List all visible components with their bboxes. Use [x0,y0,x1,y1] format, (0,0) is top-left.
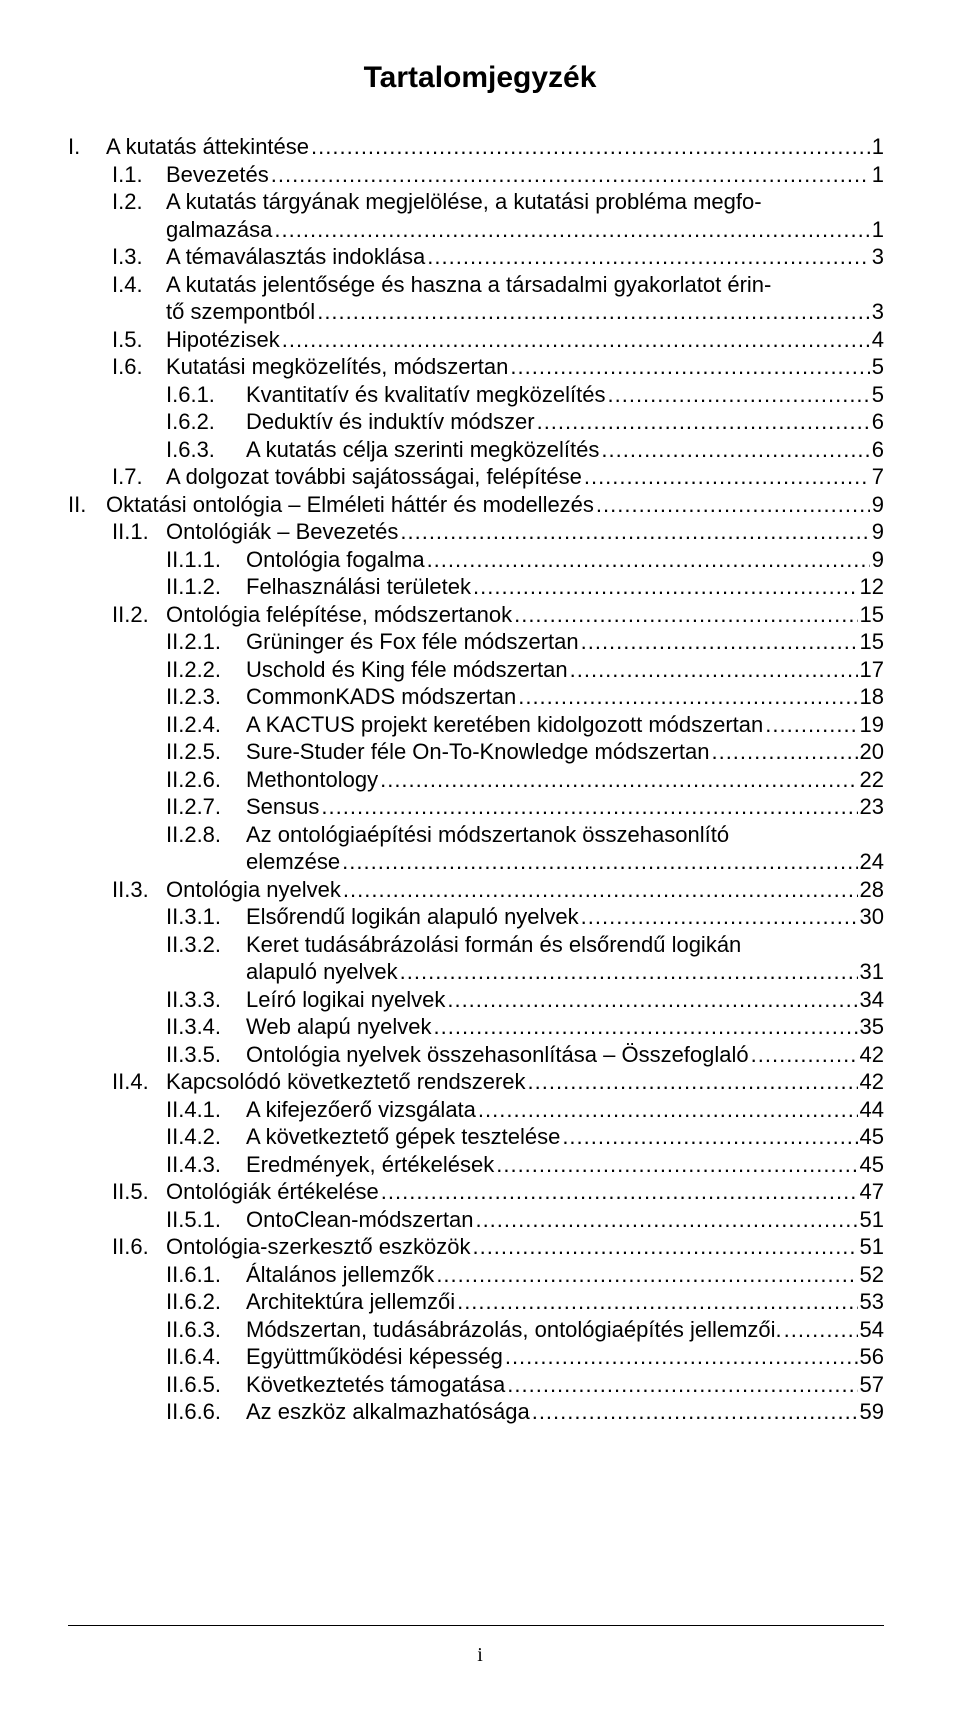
toc-entry-continuation [246,957,884,987]
dot-leader [427,242,869,272]
dot-leader [472,1232,857,1262]
dot-leader [601,435,869,465]
dot-leader [317,297,870,327]
toc-entry-page[interactable]: 52 [859,1261,884,1287]
toc-entry [166,1232,884,1262]
toc-entry [246,737,884,767]
toc-entry-page[interactable]: 34 [859,986,884,1012]
toc-entry-number: I.7. [112,464,143,489]
toc-entry-title[interactable]: Felhasználási területek [246,574,472,599]
toc-entry-page[interactable]: 17 [859,656,884,682]
toc-entry-number: I.1. [112,161,143,187]
toc-entry-number: II.3.4. [166,1014,222,1039]
toc-entry-title[interactable]: Sensus [246,794,320,819]
toc-entry-number: II.6. [112,1234,149,1259]
toc-entry-number: II.2.1. [166,629,222,654]
dot-leader [475,1205,857,1235]
toc-entry-number: II.4.1. [166,1096,222,1122]
toc-entry-page[interactable]: 30 [859,904,884,929]
toc-entry-number: II.3.2. [166,931,222,957]
toc-entry [246,1342,884,1372]
dot-leader [343,875,858,905]
toc-entry [246,1040,884,1070]
toc-entry-page[interactable]: 18 [859,684,884,709]
toc-entry-page[interactable]: 5 [871,381,884,407]
dot-leader [496,1150,857,1180]
toc-entry-title[interactable]: Elsőrendű logikán alapuló nyelvek [246,904,579,929]
toc-entry-title[interactable]: A kutatás tárgyának megjelölése, a kutatási probléma megfo- [166,189,762,214]
toc-entry-title[interactable]: Általános jellemzők [246,1261,435,1287]
toc-entry-title-continued[interactable]: tő szempontból [166,299,316,324]
toc-entry-page[interactable]: 3 [871,244,884,269]
dot-leader [427,545,870,575]
toc-entry-title[interactable]: Oktatási ontológia – Elméleti háttér és modellezés [106,491,594,517]
toc-entry-title[interactable]: Web alapú nyelvek [246,1014,432,1039]
dot-leader [507,1370,857,1400]
toc-entry-title[interactable]: Ontológiák értékelése [166,1179,379,1204]
toc-entry-number: II.4. [112,1069,149,1094]
toc-entry-title[interactable]: Ontológia fogalma [246,546,425,572]
dot-leader [400,517,869,547]
dot-leader [381,1177,858,1207]
toc-entry [246,710,884,740]
toc-entry [246,1260,884,1290]
dot-leader [584,462,870,492]
toc-entry-number: I.3. [112,244,143,269]
toc-entry [246,380,884,410]
toc-entry-number: I.5. [112,326,143,352]
toc-entry-number: II.6.4. [166,1344,222,1369]
dot-leader [510,352,869,382]
toc-entry-page[interactable]: 57 [859,1371,884,1397]
toc-entry-title[interactable]: Sure-Studer féle On-To-Knowledge módszertan [246,739,710,764]
toc-entry-title[interactable]: A kutatás áttekintése [106,134,310,159]
toc-entry-page[interactable]: 9 [871,546,884,572]
dot-leader [400,957,858,987]
toc-entry-title[interactable]: Ontológia nyelvek összehasonlítása – Összefoglaló [246,1041,749,1067]
dot-leader [282,325,870,355]
dot-leader [528,1067,858,1097]
dot-leader [562,1122,857,1152]
toc-entry-number: II.3.5. [166,1041,222,1067]
toc-entry-title[interactable]: Következtetés támogatása [246,1371,506,1397]
toc-entry-title[interactable]: Architektúra jellemzői [246,1289,456,1314]
toc-entry-title[interactable]: A KACTUS projekt keretében kidolgozott módszertan [246,711,764,737]
toc-entry-page[interactable]: 51 [859,1206,884,1232]
toc-entry-page[interactable]: 1 [871,134,884,159]
toc-entry [166,1067,884,1097]
toc-entry-page[interactable]: 3 [871,299,884,324]
toc-entry-number: II.2.4. [166,711,222,737]
toc-entry-page[interactable]: 12 [859,574,884,599]
toc-entry-number: I.6.2. [166,409,215,434]
toc-entry-page[interactable]: 9 [871,519,884,544]
dot-leader [570,655,858,685]
toc-entry-page[interactable]: 31 [859,959,884,984]
toc-entry-number: I.6.1. [166,381,215,407]
toc-entry-title[interactable]: Uschold és King féle módszertan [246,656,568,682]
toc-entry-title[interactable]: A következtető gépek tesztelése [246,1124,561,1149]
dot-leader [342,847,857,877]
toc-entry-line [246,820,884,850]
toc-entry-number: II.5. [112,1179,149,1204]
toc-entry-number: II.6.1. [166,1261,222,1287]
toc-entry-number: II.1.2. [166,574,222,599]
toc-entry [166,1177,884,1207]
toc-entry [106,490,884,520]
toc-entry-title[interactable]: Eredmények, értékelések [246,1151,495,1177]
toc-entry [166,325,884,355]
toc-entry-number: II.4.3. [166,1151,222,1177]
toc-entry-title[interactable]: CommonKADS módszertan [246,684,517,709]
dot-leader [514,600,857,630]
toc-entry [246,1095,884,1125]
toc-entry [166,160,884,190]
page-number: i [477,1644,483,1666]
dot-leader [321,792,857,822]
toc-entry-number: II.4.2. [166,1124,222,1149]
dot-leader [765,710,857,740]
dot-leader [447,985,857,1015]
toc-entry-number: I. [68,134,81,159]
toc-entry-number: II.2.2. [166,656,222,682]
toc-entry-title[interactable]: A kutatás célja szerinti megközelítés [246,436,600,462]
dot-leader [596,490,870,520]
toc-entry-page[interactable]: 45 [859,1151,884,1177]
toc-entry-page[interactable]: 28 [859,876,884,902]
dot-leader [581,627,858,657]
toc-entry-page[interactable]: 15 [859,629,884,654]
toc-entry [166,517,884,547]
toc-entry-page[interactable]: 9 [871,491,884,517]
dot-leader [784,1315,858,1345]
dot-leader [436,1260,857,1290]
toc-entry-title[interactable]: Kutatási megközelítés, módszertan [166,354,509,379]
toc-entry-page[interactable]: 1 [871,216,884,242]
page-title: Tartalomjegyzék [363,61,597,94]
toc-entry [246,1150,884,1180]
toc-entry-title[interactable]: Módszertan, tudásábrázolás, ontológiaépítés jellemzői. [246,1316,782,1342]
toc-entry-page[interactable]: 42 [859,1069,884,1094]
toc-entry [246,1205,884,1235]
toc-entry-page[interactable]: 35 [859,1014,884,1039]
dot-leader [473,572,858,602]
toc-entry-title-continued[interactable]: elemzése [246,849,341,874]
toc-entry-number: II.1. [112,519,149,544]
toc-entry-title[interactable]: A témaválasztás indoklása [166,244,426,269]
toc-entry-continuation [166,297,884,327]
toc-entry-number: II.3.1. [166,904,222,929]
toc-entry-continuation [246,847,884,877]
toc-entry [166,352,884,382]
toc-entry [246,572,884,602]
dot-leader [751,1040,858,1070]
toc-entry-page[interactable]: 23 [859,794,884,819]
toc-entry-line [166,187,884,217]
dot-leader [608,380,870,410]
toc-entry-page[interactable]: 19 [859,711,884,737]
toc-entry-number: II.2. [112,601,149,627]
toc-entry-title[interactable]: Kvantitatív és kvalitatív megközelítés [246,381,606,407]
toc-entry-number: I.4. [112,271,143,297]
toc-entry-number: II.6.6. [166,1399,222,1424]
toc-entry-number: II.2.3. [166,684,222,709]
dot-leader [532,1397,858,1427]
toc-entry-title[interactable]: Hipotézisek [166,326,280,352]
toc-entry [166,462,884,492]
toc-entry-page[interactable]: 7 [871,464,884,489]
toc-entry-title[interactable]: A dolgozat további sajátosságai, felépítése [166,464,582,489]
dot-leader [518,682,857,712]
toc-entry-title[interactable]: Ontológiák – Bevezetés [166,519,399,544]
toc-entry-title[interactable]: Ontológia felépítése, módszertanok [166,601,513,627]
toc-entry-title[interactable]: Ontológia nyelvek [166,876,341,902]
dot-leader [478,1095,858,1125]
toc-entry [166,600,884,630]
toc-entry [246,435,884,465]
toc-entry-title-continued[interactable]: galmazása [166,216,273,242]
toc-entry-number: II.2.5. [166,739,222,764]
toc-entry-page[interactable]: 22 [859,766,884,792]
toc-entry [246,792,884,822]
dot-leader [457,1287,857,1317]
toc-entry-page[interactable]: 24 [859,849,884,874]
toc-entry-title[interactable]: A kifejezőerő vizsgálata [246,1096,476,1122]
toc-entry-page[interactable]: 20 [859,739,884,764]
toc-entry-number: II.6.5. [166,1371,222,1397]
toc-entry [166,875,884,905]
toc-entry [246,1397,884,1427]
toc-entry-line [166,270,884,300]
toc-entry-page[interactable]: 54 [859,1316,884,1342]
toc-entry-number: II.2.8. [166,821,222,847]
toc-entry-number: II.3. [112,876,149,902]
toc-entry-number: II.6.3. [166,1316,222,1342]
toc-entry-number: II.2.6. [166,766,222,792]
toc-entry-page[interactable]: 1 [871,161,884,187]
toc-entry [246,1012,884,1042]
toc-entry-line [246,930,884,960]
toc-entry-page[interactable]: 47 [859,1179,884,1204]
toc-entry [246,655,884,685]
toc-entry [246,627,884,657]
toc-entry-page[interactable]: 5 [871,354,884,379]
toc-entry-page[interactable]: 45 [859,1124,884,1149]
toc-entry-page[interactable]: 6 [871,436,884,462]
toc-entry-number: II.5.1. [166,1206,222,1232]
toc-entry [246,1370,884,1400]
toc-entry-title[interactable]: OntoClean-módszertan [246,1206,474,1232]
toc-entry [166,242,884,272]
toc-entry-title[interactable]: Grüninger és Fox féle módszertan [246,629,579,654]
toc-entry-continuation [166,215,884,245]
toc-entry-title[interactable]: Leíró logikai nyelvek [246,986,446,1012]
toc-entry-number: II.3.3. [166,986,222,1012]
toc-entry [246,985,884,1015]
toc-entry [246,1287,884,1317]
toc-entry-title[interactable]: Methontology [246,766,379,792]
toc-entry-page[interactable]: 15 [859,601,884,627]
dot-leader [271,160,870,190]
toc-entry-number: II.2.7. [166,794,222,819]
toc-entry-title[interactable]: A kutatás jelentősége és haszna a társadalmi gyakorlatot érin- [166,271,772,297]
toc-entry [246,902,884,932]
toc-entry-title[interactable]: Bevezetés [166,161,269,187]
toc-entry-number: I.6.3. [166,436,215,462]
toc-entry-number: II.1.1. [166,546,222,572]
toc-entry [246,765,884,795]
toc-entry-title[interactable]: Az ontológiaépítési módszertanok összehasonlító [246,821,730,847]
toc-entry [246,682,884,712]
toc-entry-number: I.6. [112,354,143,379]
toc-entry [106,132,884,162]
toc-entry-title[interactable]: Deduktív és induktív módszer [246,409,535,434]
toc-entry-title[interactable]: Az eszköz alkalmazhatósága [246,1399,530,1424]
dot-leader [581,902,858,932]
toc-entry-title[interactable]: Keret tudásábrázolási formán és elsőrendű logikán [246,931,742,957]
dot-leader [711,737,857,767]
toc-entry-number: II. [68,491,87,517]
dot-leader [505,1342,858,1372]
toc-entry-page[interactable]: 59 [859,1399,884,1424]
toc-entry-title[interactable]: Ontológia-szerkesztő eszközök [166,1234,471,1259]
toc-entry-title[interactable]: Együttműködési képesség [246,1344,503,1369]
toc-entry [246,545,884,575]
dot-leader [434,1012,858,1042]
toc-entry-title[interactable]: Kapcsolódó következtető rendszerek [166,1069,526,1094]
toc-entry-title-continued[interactable]: alapuló nyelvek [246,959,398,984]
toc-entry-page[interactable]: 6 [871,409,884,434]
toc-entry-number: I.2. [112,189,143,214]
dot-leader [380,765,857,795]
toc-entry-page[interactable]: 4 [871,326,884,352]
footer-rule [68,1625,884,1626]
toc-entry-number: II.6.2. [166,1289,222,1314]
dot-leader [274,215,869,245]
toc-entry [246,1315,884,1345]
toc-entry-page[interactable]: 56 [859,1344,884,1369]
toc-entry-page[interactable]: 53 [859,1289,884,1314]
toc-entry-page[interactable]: 51 [859,1234,884,1259]
toc-entry-page[interactable]: 44 [859,1096,884,1122]
toc-entry [246,1122,884,1152]
toc-entry [246,407,884,437]
dot-leader [311,132,870,162]
toc-entry-page[interactable]: 42 [859,1041,884,1067]
dot-leader [537,407,870,437]
